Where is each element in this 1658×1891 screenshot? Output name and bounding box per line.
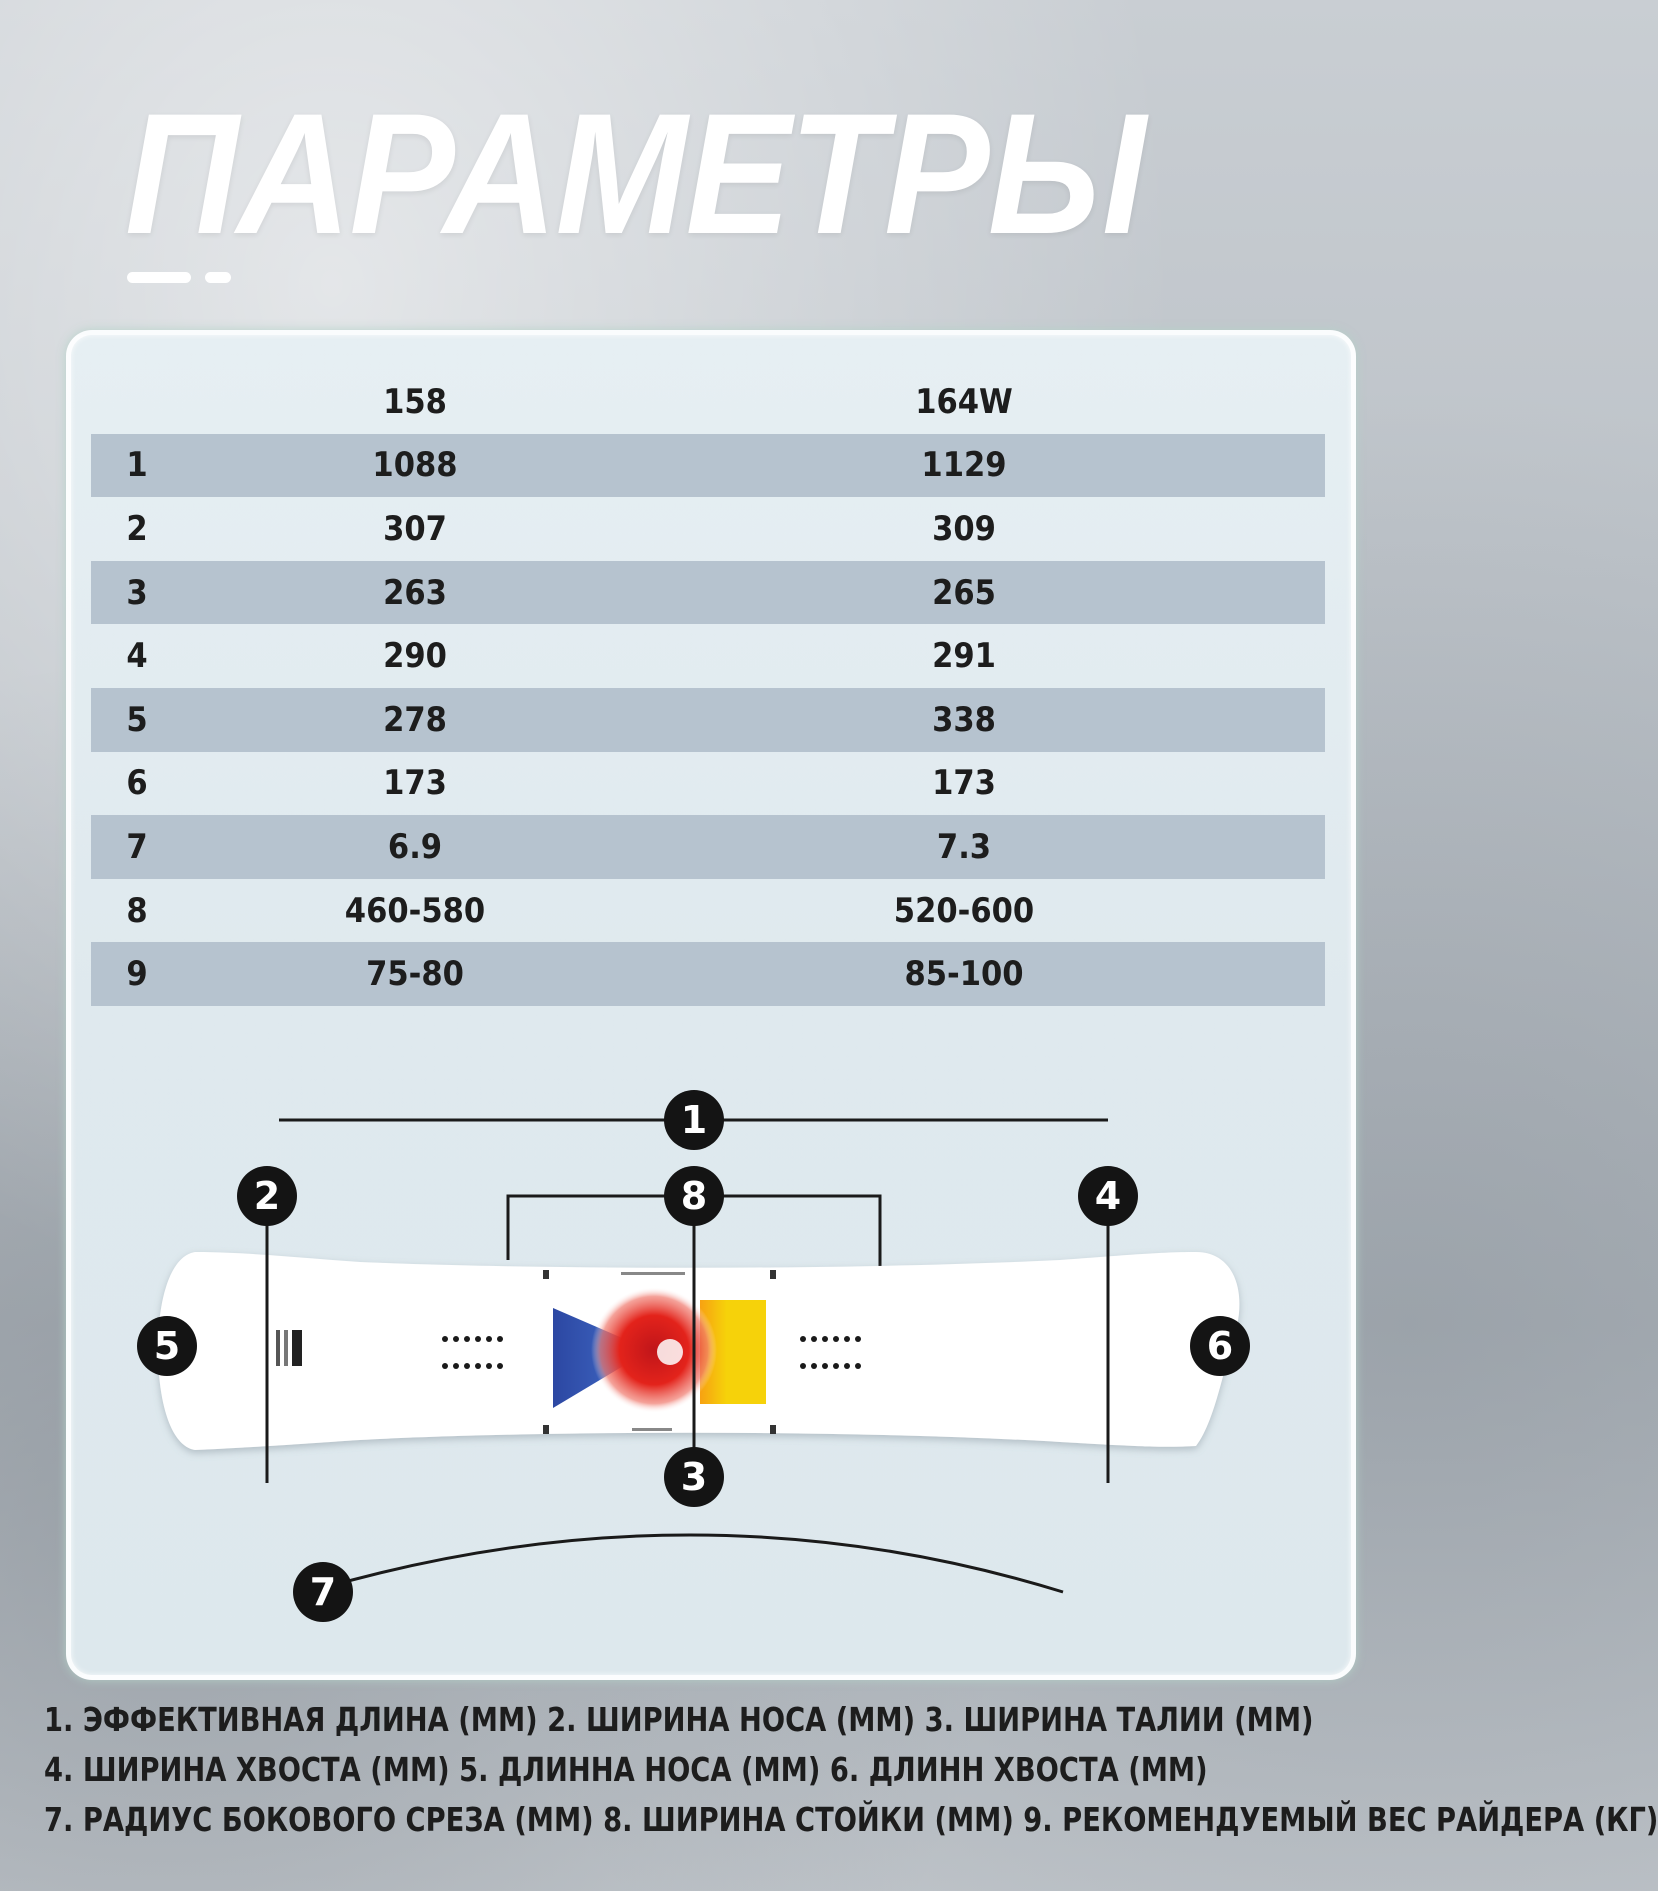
marker-4-label: 4 — [1094, 1174, 1122, 1218]
row-index: 3 — [91, 561, 227, 625]
legend-line: 4. ШИРИНА ХВОСТА (ММ) 5. ДЛИННА НОСА (ММ) 6. ДЛИНН ХВОСТА (ММ) — [44, 1750, 1208, 1789]
value-164w: 1129 — [603, 434, 1325, 498]
sidecut-radius-arc — [323, 1535, 1063, 1592]
row-index: 7 — [91, 815, 227, 879]
value-158: 307 — [383, 508, 447, 549]
row-index: 9 — [91, 942, 227, 1006]
marker-5 — [137, 1316, 197, 1376]
marker-8-label: 8 — [680, 1174, 708, 1218]
marker-7-label: 7 — [309, 1570, 337, 1614]
header-cell-158: 158 — [383, 381, 447, 422]
value-158: 460-580 — [344, 890, 486, 931]
row-index: 4 — [126, 636, 148, 677]
row-index: 1 — [91, 434, 227, 498]
value-164w: 7.3 — [603, 815, 1325, 879]
row-index: 5 — [91, 688, 227, 752]
value-158: 278 — [227, 688, 603, 752]
marker-2 — [237, 1166, 297, 1226]
marker-8 — [664, 1166, 724, 1226]
marker-3 — [664, 1447, 724, 1507]
marker-3-label: 3 — [680, 1455, 708, 1499]
value-164w: 520-600 — [893, 890, 1035, 931]
page-title: ПАРАМЕТРЫ — [125, 78, 1145, 270]
value-164w: 85-100 — [603, 942, 1325, 1006]
marker-1-label: 1 — [680, 1098, 708, 1142]
legend-line: 7. РАДИУС БОКОВОГО СРЕЗА (ММ) 8. ШИРИНА СТОЙКИ (ММ) 9. РЕКОМЕНДУЕМЫЙ ВЕС РАЙДЕРА (КГ) — [44, 1800, 1658, 1839]
value-158: 1088 — [227, 434, 603, 498]
value-158: 6.9 — [227, 815, 603, 879]
marker-6-label: 6 — [1206, 1324, 1234, 1368]
marker-2-label: 2 — [253, 1174, 281, 1218]
value-158: 290 — [383, 636, 447, 677]
marker-1 — [664, 1090, 724, 1150]
value-164w: 338 — [603, 688, 1325, 752]
value-158: 75-80 — [227, 942, 603, 1006]
value-158: 263 — [227, 561, 603, 625]
value-164w: 309 — [932, 508, 996, 549]
value-164w: 291 — [932, 636, 996, 677]
marker-7 — [293, 1562, 353, 1622]
value-164w: 265 — [603, 561, 1325, 625]
value-158: 173 — [383, 763, 447, 804]
marker-5-label: 5 — [153, 1324, 181, 1368]
legend — [44, 1695, 1658, 1845]
legend-line: 1. ЭФФЕКТИВНАЯ ДЛИНА (ММ) 2. ШИРИНА НОСА (ММ) 3. ШИРИНА ТАЛИИ (ММ) — [44, 1700, 1314, 1739]
row-index: 6 — [126, 763, 148, 804]
row-index: 8 — [126, 890, 148, 931]
value-164w: 173 — [932, 763, 996, 804]
marker-4 — [1078, 1166, 1138, 1226]
row-index: 2 — [126, 508, 148, 549]
header-cell-164w: 164W — [915, 381, 1013, 422]
marker-6 — [1190, 1316, 1250, 1376]
